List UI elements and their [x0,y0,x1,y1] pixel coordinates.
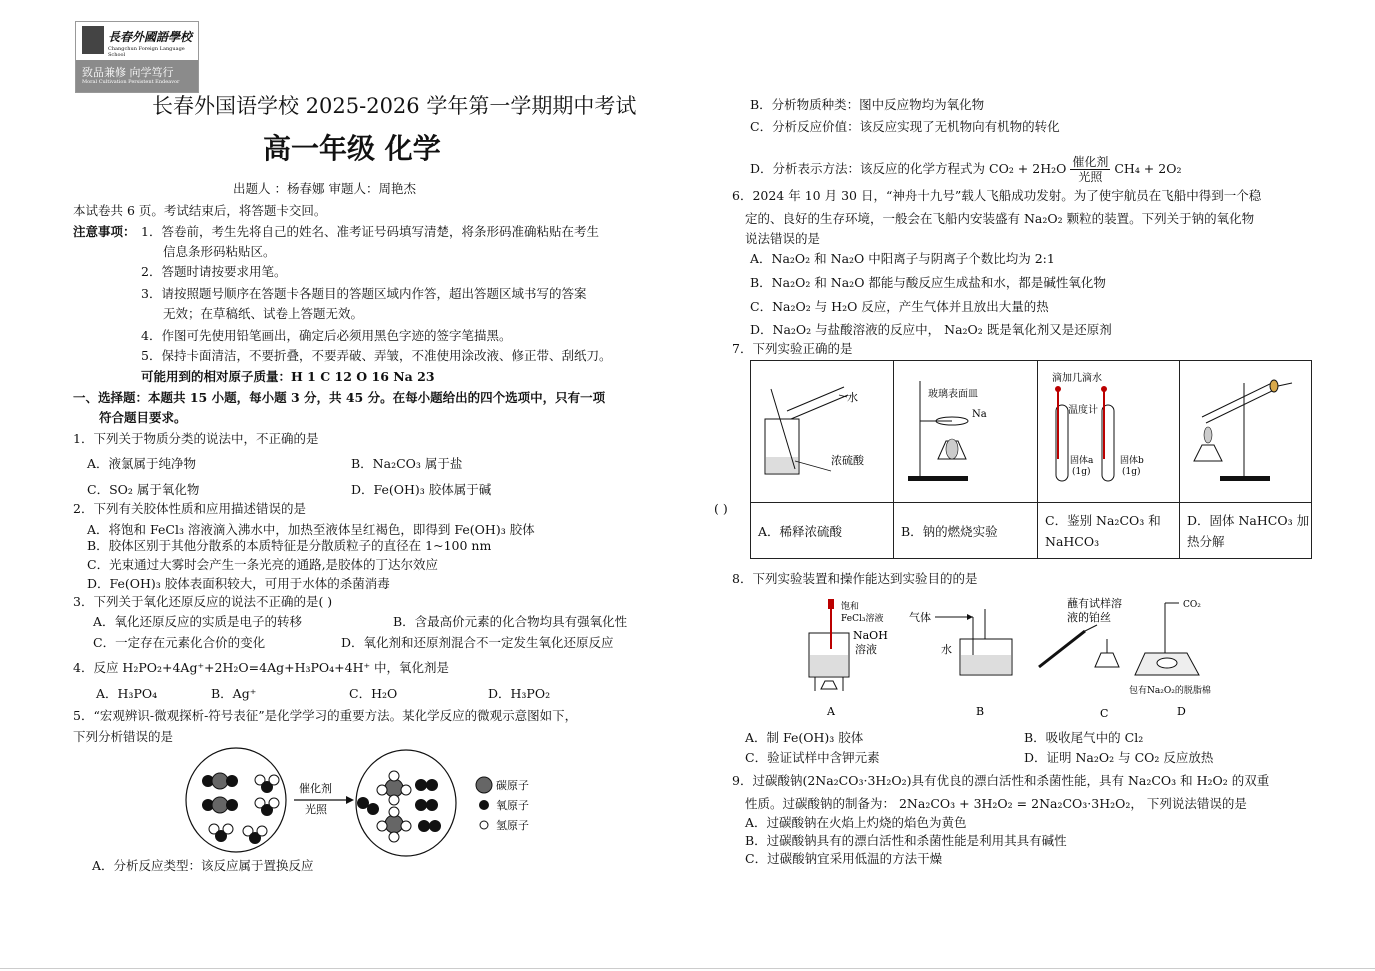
q7-figure-d [1180,361,1310,499]
q3-option-d: D．氧化剂和还原剂混合不一定发生氧化还原反应 [341,635,614,650]
fig-c-solid-a: 固体a [1070,456,1094,466]
q8-apparatus-figures [795,595,1235,721]
q4-option-d: D．H₃PO₂ [488,686,551,701]
q9-option-a: A．过碳酸钠在火焰上灼烧的焰色为黄色 [745,815,967,830]
q8-d-cotton: 包有Na₂O₂的脱脂棉 [1129,686,1211,696]
q7-figure-a [751,361,891,499]
q3-stem: 3．下列关于氧化还原反应的说法不正确的是( ) [73,594,333,609]
note-5: 5．保持卡面清洁，不要折叠，不要弄破、弄皱，不准使用涂改液、修正带、刮纸刀。 [141,348,612,363]
q7-option-c-line2: NaHCO₃ [1045,533,1100,549]
q6-stem-2: 定的、良好的生存环境，一般会在飞船内安装盛有 Na₂O₂ 颗粒的装置。下列关于钠的氧化物 [745,211,1255,226]
q8-fig-b [909,609,1012,675]
note-4: 4．作图可先使用铅笔画出，确定后必须用黑色字迹的签字笔描黑。 [141,328,512,343]
exam-subject: 高一年级 化学 [263,132,441,165]
q7-option-d-line2: 热分解 [1187,533,1225,549]
fig-c-thermo: 温度计 [1068,405,1098,416]
fig-a-water: 水 [847,391,858,404]
q8-letter-d: D [1177,705,1186,718]
q5-option-c: C．分析反应价值：该反应实现了无机物向有机物的转化 [750,119,1060,134]
catalyst-label: 催化剂 [299,782,332,795]
q8-option-d: D．证明 Na₂O₂ 与 CO₂ 反应放热 [1024,750,1214,765]
q7-figure-b-cell [894,361,1038,503]
atom-legend [476,777,529,832]
q2-option-c: C．光束通过大雾时会产生一条光亮的通路,是胶体的丁达尔效应 [87,557,439,572]
school-logo [75,21,199,93]
q8-a-solution: 溶液 [855,643,877,656]
legend-oxygen: 氧原子 [496,799,529,812]
legend-hydrogen: 氢原子 [496,819,529,832]
q8-stem: 8．下列实验装置和操作能达到实验目的的是 [732,571,978,586]
q5-equation-right: CH₄ + 2O₂ [1114,161,1182,176]
q8-fig-a [809,599,888,691]
h2o-molecule-2 [255,798,279,816]
q4-option-a: A．H₃PO₄ [96,686,158,701]
q7-figure-a-cell [751,361,894,503]
q5-eq-light: 光照 [1078,170,1103,184]
q7-experiment-table [750,360,1312,559]
q7-option-a: A．稀释浓硫酸 [751,503,894,559]
q7-figure-c-cell [1038,361,1180,503]
q8-fig-d [1129,600,1211,696]
q9-stem-1: 9．过碳酸钠(2Na₂CO₃·3H₂O₂)具有优良的漂白活性和杀菌性能，具有 Na₂CO₃ 和 H₂O₂ 的双重 [732,773,1270,788]
q1-stem: 1．下列关于物质分类的说法中，不正确的是 [73,431,319,446]
q5-option-b: B．分析物质种类：图中反应物均为氧化物 [750,97,985,112]
q2-option-d: D．Fe(OH)₃ 胶体表面积较大，可用于水体的杀菌消毒 [87,576,390,591]
fig-c-solid-b: 固体b [1120,456,1144,466]
q6-option-b: B．Na₂O₂ 和 Na₂O 都能与酸反应生成盐和水，都是碱性氧化物 [750,275,1106,290]
q8-a-naoh: NaOH [853,629,888,642]
logo-motto-en: Moral Cultivation Persistent Endeavor [82,79,180,85]
q7-option-d [1180,503,1312,559]
ch4-molecule-2 [377,807,411,842]
note-3b: 无效；在草稿纸、试卷上答题无效。 [163,306,364,321]
q2-stem: 2．下列有关胶体性质和应用描述错误的是 [73,501,306,516]
q7-figure-d-cell [1180,361,1312,503]
q2-option-a: A．将饱和 FeCl₃ 溶液滴入沸水中，加热至液体呈红褐色，即得到 Fe(OH)₃ 胶体 [87,522,535,537]
q8-c-label1: 蘸有试样溶 [1067,597,1122,610]
q3-option-a: A．氧化还原反应的实质是电子的转移 [93,614,303,629]
fig-b-na: Na [972,409,987,420]
q1-option-a: A．液氯属于纯净物 [87,456,197,471]
q5-option-d [750,155,1181,184]
intro-text: 本试卷共 6 页。考试结束后，将答题卡交回。 [73,203,327,218]
q9-option-c: C．过碳酸钠宜采用低温的方法干燥 [745,851,943,866]
q8-d-co2: CO₂ [1183,600,1201,610]
light-label: 光照 [305,803,327,816]
q7-figure-b [894,361,1034,499]
q3-option-b: B．含最高价元素的化合物均具有强氧化性 [393,614,628,629]
h2o-molecule-1 [255,775,279,793]
q2-option-b: B．胶体区别于其他分散系的本质特征是分散质粒子的直径在 1~100 nm [87,538,492,553]
legend-carbon: 碳原子 [496,779,529,792]
q6-stem-1: 6．2024 年 10 月 30 日，“神舟十九号”载人飞船成功发射。为了使宇航员在飞船中得到一个稳 [732,188,1262,203]
q7-option-d-line1: D．固体 NaHCO₃ 加 [1187,512,1310,528]
q4-stem: 4．反应 H₂PO₂+4Ag⁺+2H₂O=4Ag+H₃PO₄+4H⁺ 中，氧化剂是 [73,660,450,675]
fig-c-drop: 滴加几滴水 [1052,373,1102,384]
q7-option-c-line1: C．鉴别 Na₂CO₃ 和 [1045,512,1161,528]
page-bottom-border [0,968,1375,969]
q7-stem: 7．下列实验正确的是 [732,341,853,356]
q8-b-water: 水 [941,643,952,656]
q4-option-b: B．Ag⁺ [211,686,257,701]
fig-a-acid: 浓硫酸 [831,454,864,467]
note-2: 2．答题时请按要求用笔。 [141,264,287,279]
ch4-molecule-1 [377,771,411,805]
logo-school-name-en: Changchun Foreign Language School [108,46,185,58]
note-1b: 信息条形码粘贴区。 [163,244,276,259]
q5-equation-conditions [1070,155,1110,184]
q9-stem-2: 性质。过碳酸钠的制备为： 2Na₂CO₃ + 3H₂O₂ = 2Na₂CO₃·3H₂O₂， 下列说法错误的是 [745,796,1247,811]
q6-option-d: D．Na₂O₂ 与盐酸溶液的反应中， Na₂O₂ 既是氧化剂又是还原剂 [750,322,1112,337]
q5-stem-1: 5．“宏观辨识-微观探析-符号表征”是化学学习的重要方法。某化学反应的微观示意图如下， [73,708,578,723]
school-seal-icon [82,26,104,54]
q9-option-b: B．过碳酸钠具有的漂白活性和杀菌性能是利用其具有碱性 [745,833,1067,848]
note-1a: 1．答卷前，考生先将自己的姓名、准考证号码填写清楚，将条形码准确粘贴在考生 [141,224,599,239]
exam-authors: 出题人 ：杨春娜 审题人：周艳杰 [233,181,416,196]
q5-equation-left: CO₂ + 2H₂O [989,161,1067,176]
q3-option-c: C．一定存在元素化合价的变化 [93,635,266,650]
q7-option-b: B．钠的燃烧实验 [894,503,1038,559]
h2o-molecule-4 [243,826,267,844]
q1-option-b: B．Na₂CO₃ 属于盐 [351,456,463,471]
q5-micro-diagram [183,747,543,859]
fig-c-solid-a-mass: (1g) [1072,467,1091,477]
notes-label: 注意事项： [73,224,136,239]
q6-stem-3: 说法错误的是 [745,231,821,246]
q8-a-saturated: 饱和 [841,602,860,612]
logo-school-name: 長春外國語學校 [108,30,193,44]
q8-b-gas: 气体 [909,611,931,624]
q1-option-d: D．Fe(OH)₃ 胶体属于碱 [351,482,492,497]
section-1-line1: 一、选择题：本题共 15 小题，每小题 3 分，共 45 分。在每小题给出的四个选项中，只有一项 [73,390,606,405]
q8-option-a: A．制 Fe(OH)₃ 胶体 [745,730,864,745]
exam-title: 长春外国语学校 2025-2026 学年第一学期期中考试 [152,94,637,118]
note-3a: 3．请按照题号顺序在答题卡各题目的答题区域内作答，超出答题区域书写的答案 [141,286,587,301]
q8-letter-a: A [827,705,835,718]
logo-motto: 致品兼修 向学笃行 [82,66,174,79]
co2-molecule-2 [202,797,238,813]
fig-b-watchglass: 玻璃表面皿 [928,389,978,400]
q6-option-c: C．Na₂O₂ 与 H₂O 反应，产生气体并且放出大量的热 [750,299,1049,314]
q5-stem-2: 下列分析错误的是 [73,729,174,744]
q8-option-c: C．验证试样中含钾元素 [745,750,880,765]
q7-figure-c [1038,361,1178,499]
q4-option-c: C．H₂O [349,686,398,701]
reactants-circle [186,748,286,852]
q7-answer-paren: ( ) [714,501,728,516]
fig-c-solid-b-mass: (1g) [1122,467,1141,477]
co2-molecule-1 [202,773,238,789]
q1-option-c: C．SO₂ 属于氧化物 [87,482,200,497]
q7-option-c [1038,503,1180,559]
q8-fig-c [1039,596,1122,667]
q6-option-a: A．Na₂O₂ 和 Na₂O 中阳离子与阴离子个数比均为 2:1 [750,251,1055,266]
h2o-molecule-3 [209,824,233,842]
section-1-line2: 符合题目要求。 [99,410,187,425]
q8-letter-b: B [976,705,985,718]
q8-a-fecl3: FeCl₃溶液 [841,614,884,624]
products-circle [356,750,456,856]
atomic-masses: 可能用到的相对原子质量：H 1 C 12 O 16 Na 23 [141,369,435,384]
q8-c-label2: 液的铂丝 [1067,611,1111,624]
q8-letter-c: C [1100,707,1109,720]
q5-eq-catalyst: 催化剂 [1072,155,1109,169]
q5-option-a: A．分析反应类型：该反应属于置换反应 [92,858,314,873]
q8-option-b: B．吸收尾气中的 Cl₂ [1024,730,1144,745]
q5-option-d-prefix: D．分析表示方法：该反应的化学方程式为 [750,161,986,176]
